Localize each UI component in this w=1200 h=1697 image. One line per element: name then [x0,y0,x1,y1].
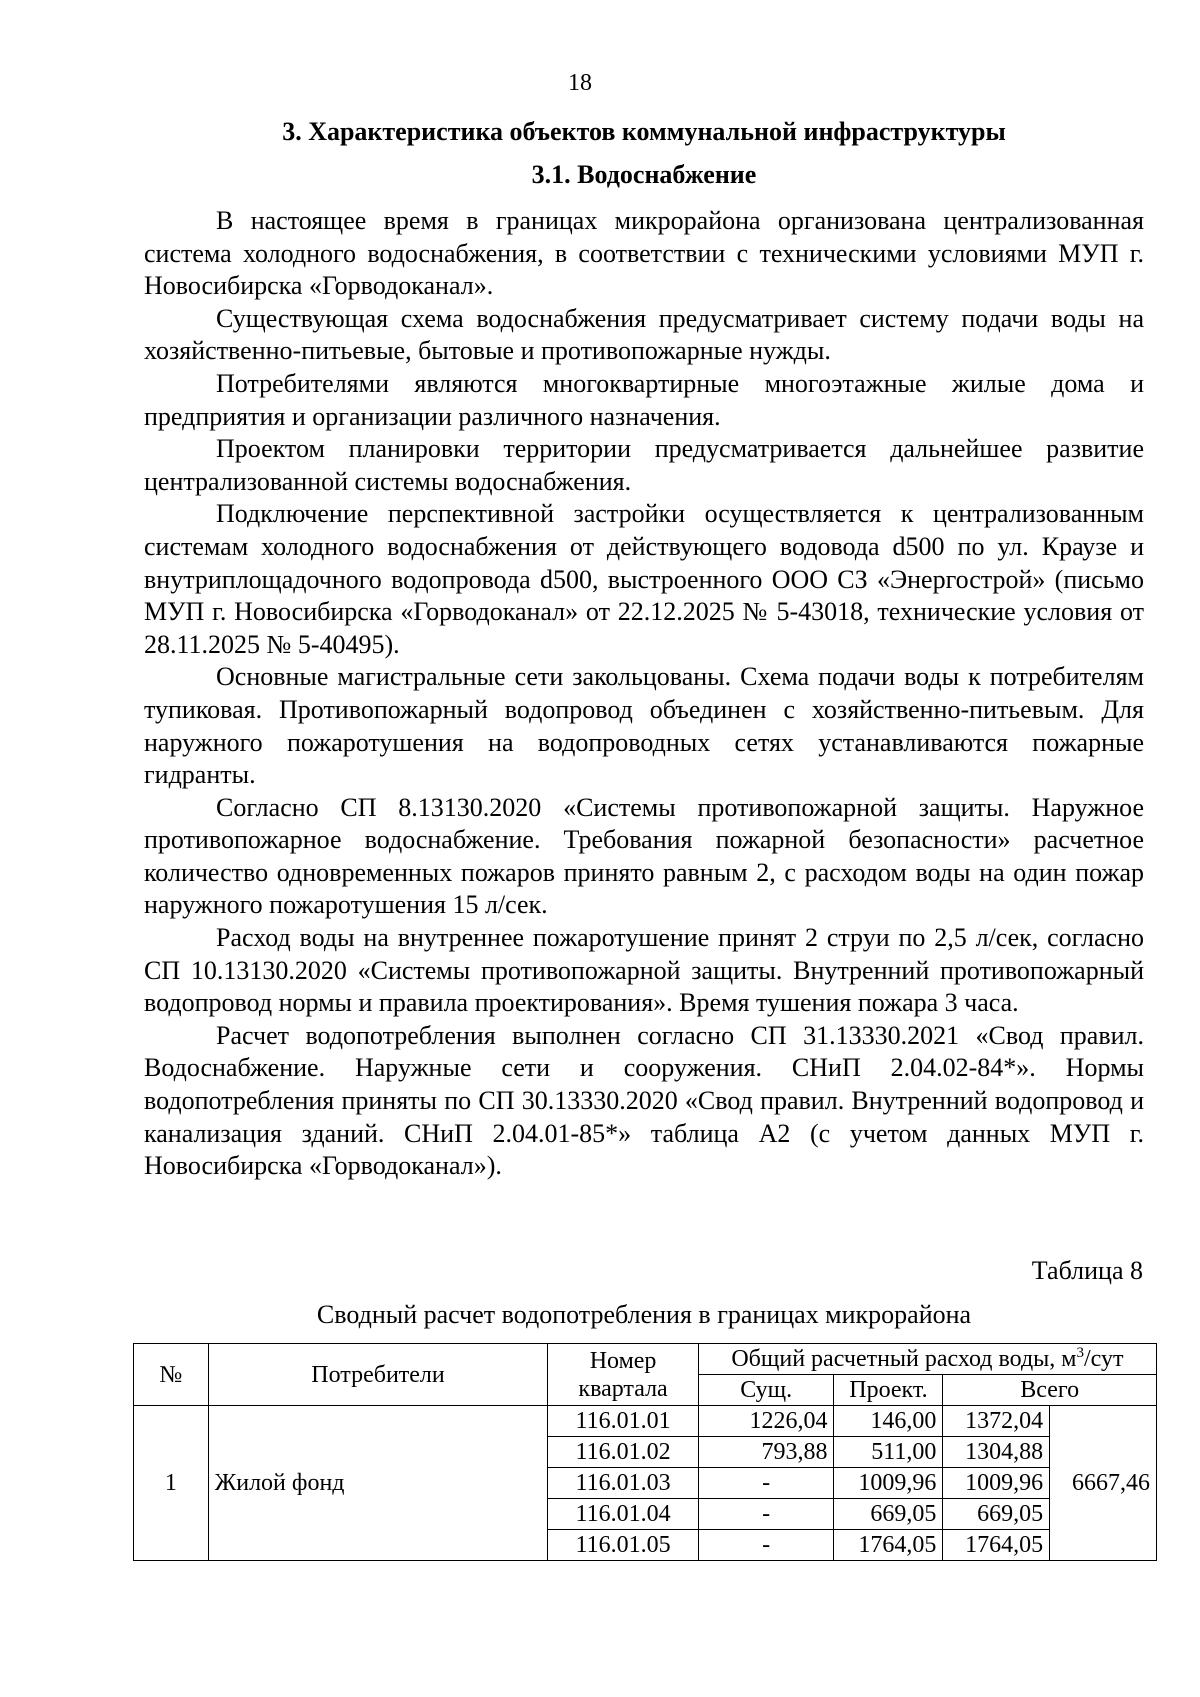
page-number: 18 [568,70,592,96]
paragraph: Подключение перспективной застройки осуществляется к централизованным системам холодного водоснабжения от действующего водовода d500 по ул. Краузе и внутриплощадочного водопровода d500, выстроенного ООО СЗ «Энергострой» (письмо МУП г. Новосибирска «Горводоканал» от 22.12.2025 № 5-43018, технические условия от 28.11.2025 № 5-40495). [144,499,1144,659]
header-consumers: Потребители [208,1344,548,1406]
cell-projected: 1009,96 [834,1468,943,1499]
paragraph: Существующая схема водоснабжения предусматривает систему подачи воды на хозяйственно-питьевые, бытовые и противопожарные нужды. [144,303,1144,366]
cell-block: 116.01.02 [548,1437,699,1468]
paragraph: Расход воды на внутреннее пожаротушение принят 2 струи по 2,5 л/сек, согласно СП 10.13130.2020 «Системы противопожарной защиты. Внутренний противопожарный водопровод нормы и правила проектирования». Время тушения пожара 3 часа. [144,923,1144,1018]
header-total-flow: Общий расчетный расход воды, $м^3$/сут [698,1344,1156,1375]
cell-total: 1009,96 [943,1468,1050,1499]
header-existing: Сущ. [698,1375,834,1406]
section-heading: 3. Характеристика объектов коммунальной инфраструктуры [282,117,1006,146]
cell-grand-total: 6667,46 [1050,1406,1157,1561]
cell-projected: 669,05 [834,1499,943,1530]
row-num: 1 [134,1406,209,1561]
table-header-row [134,1344,1157,1375]
cell-existing: - [698,1468,834,1499]
header-all: Всего [943,1375,1157,1406]
water-consumption-table [133,1343,1157,1561]
cell-block: 116.01.03 [548,1468,699,1499]
cell-existing: 793,88 [698,1437,834,1468]
header-num: № [134,1344,209,1406]
paragraph: Основные магистральные сети закольцованы. Схема подачи воды к потребителям тупиковая. Противопожарный водопровод объединен с хозяйственно-питьевым. Для наружного пожаротушения на водопроводных сетях устанавливаются пожарные гидранты. [144,662,1144,790]
cell-existing: - [698,1530,834,1561]
paragraph: В настоящее время в границах микрорайона организована централизованная система холодного водоснабжения, в соответствии с техническими условиями МУП г. Новосибирска «Горводоканал». [144,206,1144,301]
paragraph: Расчет водопотребления выполнен согласно СП 31.13330.2021 «Свод правил. Водоснабжение. Наружные сети и сооружения. СНиП 2.04.02-84*». Нормы водопотребления приняты по СП 30.13330.2020 «Свод правил. Внутренний водопровод и канализация зданий. СНиП 2.04.01-85*» таблица А2 (с учетом данных МУП г. Новосибирска «Горводоканал»). [144,1020,1144,1181]
table-title: Сводный расчет водопотребления в границах микрорайона [316,1300,972,1329]
cell-projected: 511,00 [834,1437,943,1468]
paragraph: Согласно СП 8.13130.2020 «Системы противопожарной защиты. Наружное противопожарное водоснабжение. Требования пожарной безопасности» расчетное количество одновременных пожаров принято равным 2, с расходом воды на один пожар наружного пожаротушения 15 л/сек. [144,792,1144,920]
cell-total: 1372,04 [943,1406,1050,1437]
table-row [134,1406,1157,1437]
cell-total: 669,05 [943,1499,1050,1530]
header-block: Номер квартала [548,1344,699,1406]
cell-block: 116.01.04 [548,1499,699,1530]
body-text [144,205,1144,1183]
cell-projected: 146,00 [834,1406,943,1437]
cell-block: 116.01.05 [548,1530,699,1561]
cell-block: 116.01.01 [548,1406,699,1437]
header-projected: Проект. [834,1375,943,1406]
cell-existing: - [698,1499,834,1530]
paragraph: Потребителями являются многоквартирные многоэтажные жилые дома и предприятия и организации различного назначения. [144,368,1144,431]
subsection-heading: 3.1. Водоснабжение [531,160,757,189]
table-label: Таблица 8 [1031,1256,1143,1285]
paragraph: Проектом планировки территории предусматривается дальнейшее развитие централизованной системы водоснабжения. [144,434,1144,496]
cell-existing: 1226,04 [698,1406,834,1437]
cell-total: 1764,05 [943,1530,1050,1561]
cell-total: 1304,88 [943,1437,1050,1468]
cell-projected: 1764,05 [834,1530,943,1561]
row-consumer: Жилой фонд [208,1406,548,1561]
